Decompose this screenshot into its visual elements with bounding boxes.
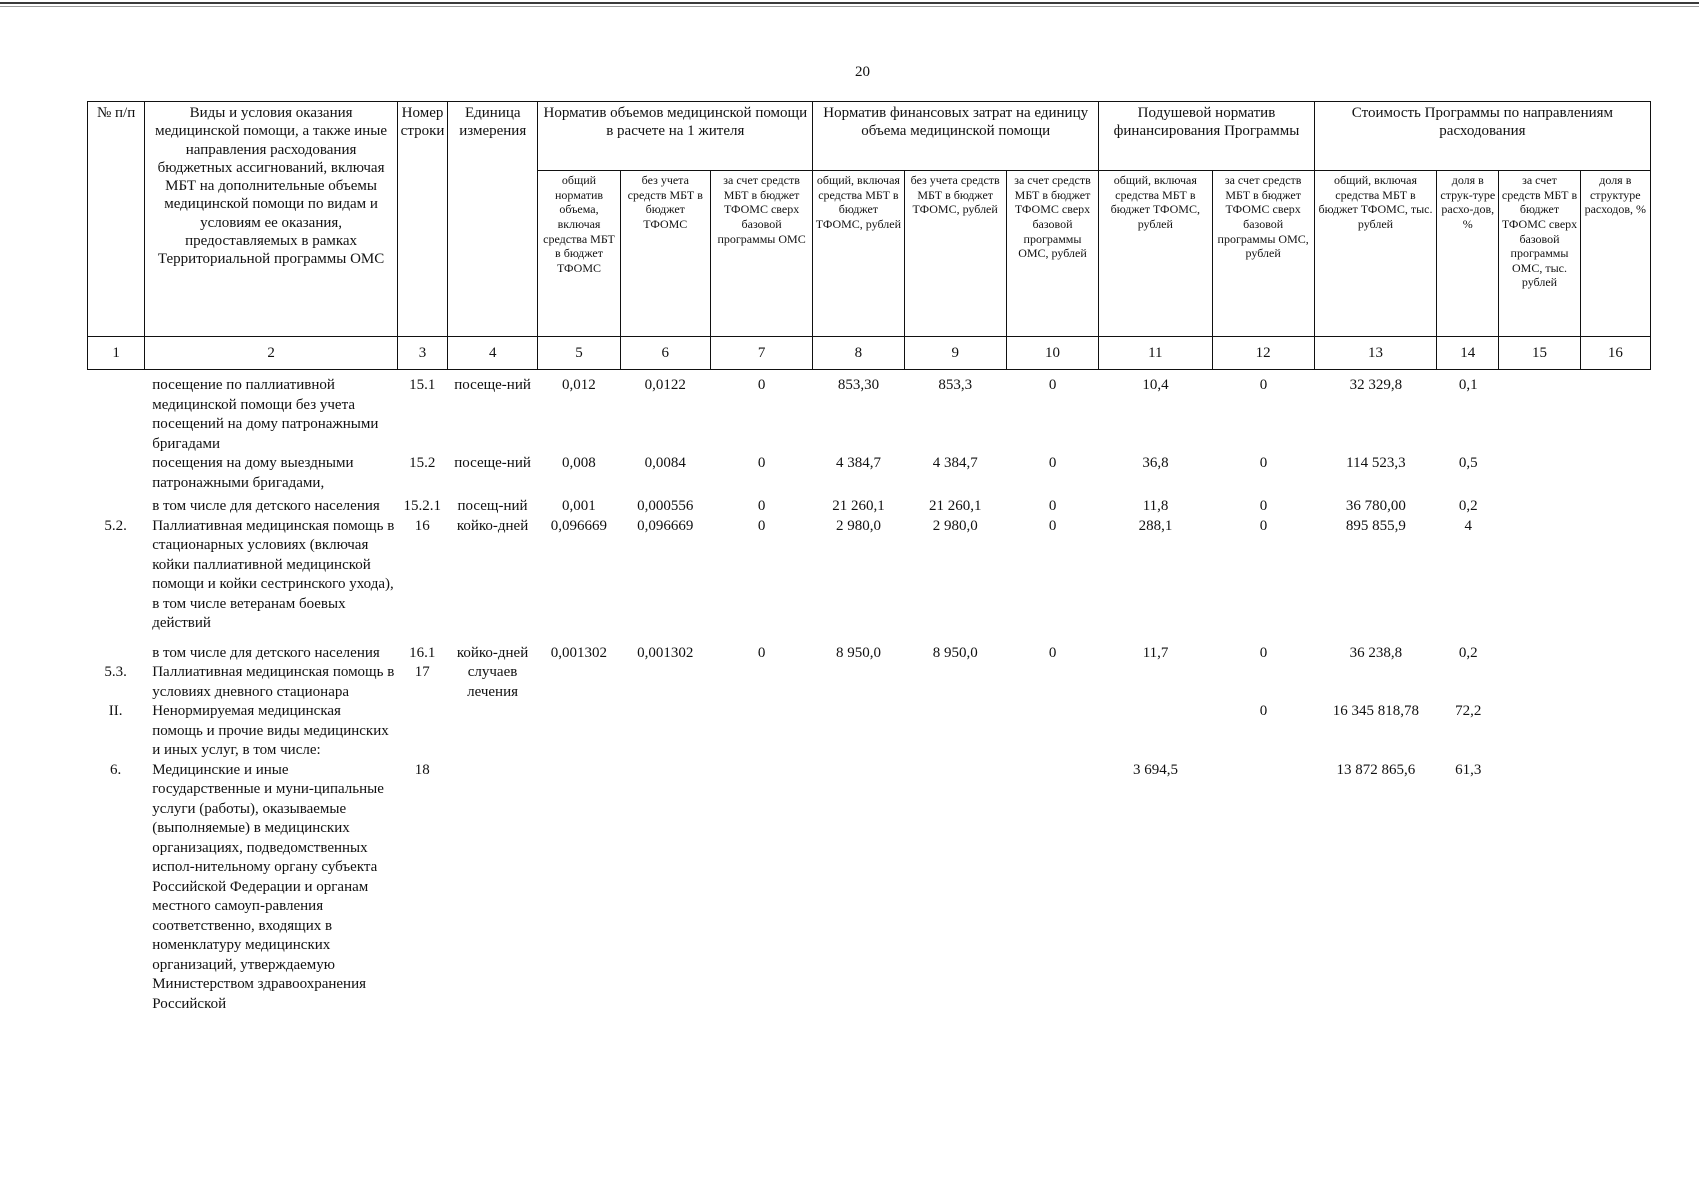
row-cell-unit [447, 702, 537, 761]
row-cell-unit: посещ-ний [457, 498, 528, 514]
row-cell-c7 [710, 702, 812, 761]
row-description: в том числе для детского населения [152, 644, 380, 661]
row-index: 5.2. [104, 517, 127, 534]
header-col-4: Единица измерения [448, 102, 538, 337]
row-cell-c12: 0 [1259, 517, 1268, 534]
header-col-1: № п/п [88, 102, 145, 337]
row-cell-c12 [1212, 663, 1314, 702]
column-number: 3 [397, 337, 447, 370]
top-rule [0, 2, 1699, 4]
row-cell-c6 [620, 761, 710, 1015]
header-sub-15: за счет средств МБТ в бюджет ТФОМС сверх базовой программы ОМС, тыс. рублей [1499, 171, 1580, 337]
row-cell-c5: 0,012 [562, 377, 596, 393]
header-sub-5: общий норматив объема, включая средства МБТ в бюджет ТФОМС [538, 171, 620, 337]
row-cell-unit: посеще-ний [454, 377, 531, 393]
row-cell-c11: 3 694,5 [1133, 761, 1179, 778]
row-cell-c11 [1099, 663, 1212, 702]
table-row [87, 663, 1651, 702]
row-cell-c5 [538, 663, 620, 702]
row-cell-line: 15.2 [409, 455, 436, 471]
row-cell-c10: 0 [1048, 644, 1057, 661]
row-cell-c10: 0 [1048, 455, 1057, 471]
row-cell-c16 [1581, 454, 1651, 497]
header-sub-11: общий, включая средства МБТ в бюджет ТФОМС, рублей [1099, 171, 1212, 337]
row-cell-c13: 13 872 865,6 [1336, 761, 1416, 778]
row-cell-line: 15.1 [409, 377, 436, 393]
row-cell-c13: 36 780,00 [1345, 498, 1406, 514]
row-cell-c9 [904, 702, 1006, 761]
header-sub-9: без учета средств МБТ в бюджет ТФОМС, рублей [904, 171, 1006, 337]
header-sub-10: за счет средств МБТ в бюджет ТФОМС сверх базовой программы ОМС, рублей [1006, 171, 1098, 337]
row-cell-c9: 21 260,1 [929, 498, 982, 514]
row-cell-line: 16 [414, 517, 430, 534]
header-group-volumes: Норматив объемов медицинской помощи в расчете на 1 жителя [538, 102, 813, 171]
row-cell-c7: 0 [757, 517, 766, 534]
row-cell-c16 [1581, 517, 1651, 644]
row-index: II. [108, 703, 123, 719]
row-cell-c15 [1499, 702, 1580, 761]
header-group-costs: Норматив финансовых затрат на единицу объема медицинской помощи [813, 102, 1099, 171]
row-cell-c6: 0,0084 [644, 455, 686, 471]
row-cell-c10: 0 [1048, 498, 1057, 514]
row-cell-c5 [538, 702, 620, 761]
row-cell-c7: 0 [757, 377, 766, 393]
row-cell-c15 [1499, 376, 1580, 454]
row-cell-c8: 8 950,0 [835, 644, 881, 661]
header-sub-8: общий, включая средства МБТ в бюджет ТФОМС, рублей [813, 171, 904, 337]
row-description: посещения на дому выездными патронажными бригадами, [152, 455, 354, 491]
row-cell-c7: 0 [757, 498, 766, 514]
row-cell-c10 [1007, 702, 1099, 761]
row-description: Ненормируемая медицинская помощь и прочие виды медицинских и иных услуг, в том числе: [152, 703, 389, 758]
row-cell-c15 [1499, 497, 1580, 517]
row-cell-unit: посеще-ний [454, 455, 531, 471]
row-cell-c13 [1315, 663, 1437, 702]
column-number: 9 [904, 337, 1006, 370]
row-cell-c9: 4 384,7 [932, 455, 978, 471]
row-cell-c15 [1499, 663, 1580, 702]
row-cell-c8: 21 260,1 [832, 498, 885, 514]
row-cell-c14: 0,2 [1458, 498, 1478, 514]
table-row [87, 517, 1651, 644]
column-number: 16 [1580, 337, 1650, 370]
row-cell-c12: 0 [1259, 498, 1268, 514]
row-index: 5.3. [104, 664, 127, 680]
row-cell-c13: 36 238,8 [1349, 644, 1403, 661]
row-cell-c9: 8 950,0 [932, 644, 978, 661]
row-cell-c7: 0 [757, 644, 766, 661]
row-cell-c7 [710, 663, 812, 702]
row-index: 6. [109, 761, 122, 778]
row-cell-line: 15.2.1 [403, 498, 442, 514]
row-cell-c6 [620, 663, 710, 702]
row-cell-c12: 0 [1259, 455, 1268, 471]
column-number: 13 [1314, 337, 1436, 370]
row-cell-c8 [813, 761, 904, 1015]
column-number: 6 [620, 337, 710, 370]
row-cell-c5: 0,008 [562, 455, 596, 471]
table-row [87, 644, 1651, 664]
row-cell-c16 [1581, 702, 1651, 761]
header-sub-16: доля в структуре расходов, % [1580, 171, 1650, 337]
row-cell-c16 [1581, 644, 1651, 664]
row-cell-c14: 72,2 [1455, 703, 1482, 719]
row-cell-c12: 0 [1259, 703, 1268, 719]
row-cell-unit: койко-дней [456, 644, 529, 661]
row-cell-c11: 10,4 [1142, 377, 1169, 393]
row-description: в том числе для детского населения [152, 498, 380, 514]
row-cell-c12: 0 [1259, 644, 1268, 661]
row-cell-c15 [1499, 454, 1580, 497]
row-cell-c8 [813, 702, 904, 761]
row-cell-c15 [1499, 517, 1580, 644]
row-cell-unit: случаев лечения [467, 664, 519, 700]
row-cell-c10: 0 [1048, 377, 1057, 393]
row-cell-c16 [1581, 663, 1651, 702]
row-cell-c5: 0,001302 [550, 644, 607, 661]
column-number: 5 [538, 337, 620, 370]
page-number: 20 [855, 64, 870, 80]
row-index [87, 376, 144, 454]
row-cell-c11 [1099, 702, 1212, 761]
row-description: Паллиативная медицинская помощь в условиях дневного стационара [152, 664, 395, 700]
row-cell-c9: 2 980,0 [932, 517, 978, 534]
column-number: 14 [1437, 337, 1499, 370]
row-cell-c16 [1581, 497, 1651, 517]
header-sub-14: доля в струк-туре расхо-дов, % [1437, 171, 1499, 337]
row-cell-line: 18 [414, 761, 430, 778]
table-row [87, 497, 1651, 517]
row-cell-c6: 0,0122 [644, 377, 686, 393]
row-cell-c5 [538, 761, 620, 1015]
row-cell-c9 [904, 761, 1006, 1015]
row-cell-line: 16.1 [409, 644, 436, 661]
row-cell-c10 [1007, 663, 1099, 702]
row-cell-c13: 32 329,8 [1349, 377, 1403, 393]
row-cell-c16 [1581, 376, 1651, 454]
column-number: 1 [88, 337, 145, 370]
header-col-3: Номер строки [397, 102, 447, 337]
row-cell-c7 [710, 761, 812, 1015]
column-number: 7 [710, 337, 812, 370]
row-index [87, 497, 144, 517]
column-number: 10 [1006, 337, 1098, 370]
top-rule-thin [0, 6, 1699, 7]
row-cell-c13: 16 345 818,78 [1332, 703, 1420, 719]
row-description: Медицинские и иные государственные и муни-ципальные услуги (работы), оказываемые (выполняемые) в медицинских организациях, подведомственных испол-нительному органу субъекта Российской Федерации и органам местного самоуп-равления соответственно, входящих в номенклатуру медицинских организаций, утверждаемую Министерством здравоохранения Российской [152, 761, 384, 1012]
column-number: 2 [145, 337, 398, 370]
table-row [87, 376, 1651, 454]
row-cell-c14: 0,1 [1458, 377, 1478, 393]
column-number: 4 [448, 337, 538, 370]
row-cell-c14 [1437, 663, 1499, 702]
row-index [87, 644, 144, 664]
row-cell-c15 [1499, 761, 1580, 1015]
row-cell-c16 [1581, 761, 1651, 1015]
row-cell-c13: 895 855,9 [1345, 517, 1406, 534]
table-body [87, 376, 1651, 1014]
row-cell-c6: 0,096669 [637, 517, 694, 534]
row-cell-c8: 2 980,0 [835, 517, 881, 534]
row-cell-c13: 114 523,3 [1346, 455, 1406, 471]
row-cell-c9: 853,3 [938, 377, 973, 393]
row-cell-c10: 0 [1048, 517, 1057, 534]
header-sub-7: за счет средств МБТ в бюджет ТФОМС сверх базовой программы ОМС [710, 171, 812, 337]
row-cell-c6 [620, 702, 710, 761]
header-sub-6: без учета средств МБТ в бюджет ТФОМС [620, 171, 710, 337]
row-cell-c11: 11,8 [1142, 498, 1169, 514]
row-cell-c11: 11,7 [1142, 644, 1169, 661]
row-cell-c7: 0 [757, 455, 766, 471]
row-cell-c11: 36,8 [1142, 455, 1169, 471]
column-number: 12 [1212, 337, 1314, 370]
row-cell-c5: 0,001 [562, 498, 596, 514]
column-number: 8 [813, 337, 904, 370]
table-row [87, 761, 1651, 1015]
row-cell-c8 [813, 663, 904, 702]
header-sub-13: общий, включая средства МБТ в бюджет ТФОМС, тыс. рублей [1314, 171, 1436, 337]
row-cell-line [397, 702, 447, 761]
row-cell-line: 17 [414, 664, 430, 680]
header-group-program-cost: Стоимость Программы по направлениям расходования [1314, 102, 1650, 171]
row-cell-c8: 4 384,7 [835, 455, 881, 471]
header-group-per-capita: Подушевой норматив финансирования Программы [1099, 102, 1315, 171]
row-index [87, 454, 144, 497]
row-cell-c14: 0,2 [1458, 644, 1478, 661]
row-description: Паллиативная медицинская помощь в стационарных условиях (включая койки паллиативной медицинской помощи и койки сестринского ухода), в том числе ветеранам боевых действий [152, 517, 395, 631]
column-number: 15 [1499, 337, 1580, 370]
table-row [87, 702, 1651, 761]
row-cell-unit: койко-дней [456, 517, 529, 534]
row-cell-c14: 4 [1464, 517, 1472, 534]
header-sub-12: за счет средств МБТ в бюджет ТФОМС сверх базовой программы ОМС, рублей [1212, 171, 1314, 337]
row-cell-c6: 0,000556 [637, 498, 694, 514]
row-cell-unit [447, 761, 537, 1015]
row-cell-c14: 0,5 [1458, 455, 1478, 471]
row-description: посещение по паллиативной медицинской помощи без учета посещений на дому патронажными бригадами [152, 377, 379, 452]
row-cell-c10 [1007, 761, 1099, 1015]
row-cell-c15 [1499, 644, 1580, 664]
row-cell-c5: 0,096669 [550, 517, 607, 534]
row-cell-c9 [904, 663, 1006, 702]
table-header [87, 101, 1651, 370]
header-col-2: Виды и условия оказания медицинской помощи, а также иные направления расходования бюджетных ассигнований, включая МБТ на дополнительные объемы медицинской помощи по видам и условиям ее оказания, предоставляемых в рамках Территориальной программы ОМС [145, 102, 398, 337]
row-cell-c6: 0,001302 [637, 644, 694, 661]
row-cell-c8: 853,30 [837, 377, 880, 393]
row-cell-c11: 288,1 [1138, 517, 1173, 534]
column-number: 11 [1099, 337, 1212, 370]
row-cell-c12 [1212, 761, 1314, 1015]
table-row [87, 454, 1651, 497]
row-cell-c12: 0 [1259, 377, 1268, 393]
row-cell-c14: 61,3 [1455, 761, 1482, 778]
